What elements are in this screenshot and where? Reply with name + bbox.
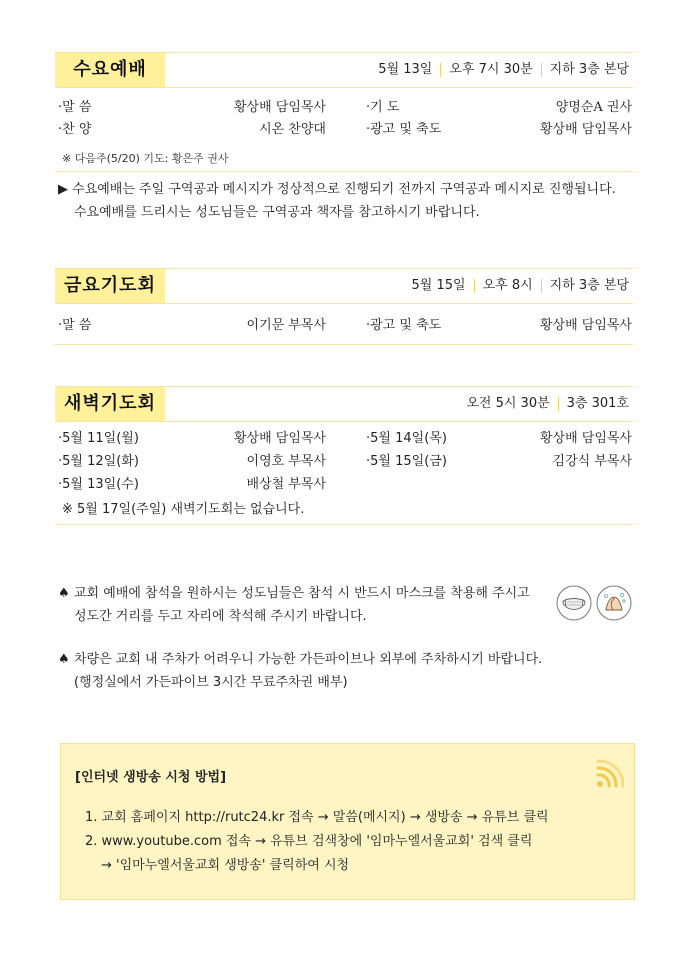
dawn-row-1-right-value: 황상배 담임목사 xyxy=(539,431,632,446)
wednesday-meta xyxy=(378,53,629,87)
wednesday-notice-line-1: ▶ 수요예배는 주일 구역공과 메시지가 정상적으로 진행되기 전까지 구역공과 메시지로 진행됩니다. xyxy=(58,182,616,197)
dawn-title: 새벽기도회 xyxy=(55,387,165,421)
wifi-icon xyxy=(590,758,624,792)
notice-1-symbol: ♠ xyxy=(58,586,70,601)
dawn-row-2-right-value: 김강식 부목사 xyxy=(552,454,632,469)
livestream-box xyxy=(60,743,635,900)
livestream-title: [인터넷 생방송 시청 방법] xyxy=(75,770,227,785)
friday-header xyxy=(55,268,633,304)
dawn-meta xyxy=(466,387,629,421)
wednesday-row-2-right-label: ·광고 및 축도 xyxy=(366,122,442,137)
friday-row-1-left-value: 이기문 부목사 xyxy=(246,318,326,333)
friday-row-1-left-label: ·말 씀 xyxy=(58,318,92,333)
friday-title: 금요기도회 xyxy=(55,269,165,303)
livestream-step-1: 1. 교회 홈페이지 http://rutc24.kr 접속 → 말씀(메시지) → 생방송 → 유튜브 클릭 xyxy=(85,810,549,825)
wednesday-note: ※ 다음주(5/20) 기도: 황은주 권사 xyxy=(62,152,229,165)
dawn-note: ※ 5월 17일(주일) 새벽기도회는 없습니다. xyxy=(62,502,305,517)
dawn-header xyxy=(55,386,633,422)
notice-2-line-2: (행정실에서 가든파이브 3시간 무료주차권 배부) xyxy=(74,675,348,690)
notice-2-line-1: 차량은 교회 내 주차가 어려우니 가능한 가든파이브나 외부에 주차하시기 바랍니다. xyxy=(74,652,543,667)
wednesday-row-1-right-label: ·기 도 xyxy=(366,100,400,115)
friday-row-1-right-value: 황상배 담임목사 xyxy=(539,318,632,333)
friday-time: 오후 8시 xyxy=(482,278,533,293)
divider xyxy=(55,524,633,525)
livestream-step-2: 2. www.youtube.com 접속 → 유튜브 검색창에 '임마누엘서울교회' 검색 클릭 xyxy=(85,834,533,849)
hand-wash-icon xyxy=(596,585,632,621)
dawn-row-2-right-label: ·5월 15일(금) xyxy=(366,454,447,469)
friday-date: 5월 15일 xyxy=(411,278,466,293)
friday-place: 지하 3층 본당 xyxy=(549,278,629,293)
wednesday-row-2-left-label: ·찬 양 xyxy=(58,122,92,137)
wednesday-row-1-right-value: 양명순A 권사 xyxy=(555,100,632,115)
wednesday-title: 수요예배 xyxy=(55,53,165,87)
wednesday-row-2-left-value: 시온 찬양대 xyxy=(259,122,326,137)
dawn-row-2-left-value: 이영호 부목사 xyxy=(246,454,326,469)
wednesday-time: 오후 7시 30분 xyxy=(449,62,533,77)
wednesday-row-1-left-label: ·말 씀 xyxy=(58,100,92,115)
dawn-row-2-left-label: ·5월 12일(화) xyxy=(58,454,139,469)
dawn-row-3-left-label: ·5월 13일(수) xyxy=(58,477,139,492)
notice-2-symbol: ♠ xyxy=(58,652,70,667)
divider xyxy=(55,171,633,172)
wednesday-notice-line-2: 수요예배를 드리시는 성도님들은 구역공과 책자를 참고하시기 바랍니다. xyxy=(74,205,480,220)
dawn-time: 오전 5시 30분 xyxy=(466,396,550,411)
wednesday-row-2-right-value: 황상배 담임목사 xyxy=(539,122,632,137)
wednesday-date: 5월 13일 xyxy=(378,62,433,77)
dawn-row-3-left-value: 배상철 부목사 xyxy=(246,477,326,492)
wednesday-row-1-left-value: 황상배 담임목사 xyxy=(233,100,326,115)
divider xyxy=(55,344,633,345)
dawn-row-1-left-value: 황상배 담임목사 xyxy=(233,431,326,446)
dawn-row-1-right-label: ·5월 14일(목) xyxy=(366,431,447,446)
friday-row-1-right-label: ·광고 및 축도 xyxy=(366,318,442,333)
wednesday-place: 지하 3층 본당 xyxy=(549,62,629,77)
wednesday-header xyxy=(55,52,633,88)
dawn-place: 3층 301호 xyxy=(566,396,629,411)
notice-1-line-1: 교회 예배에 참석을 원하시는 성도님들은 참석 시 반드시 마스크를 착용해 주시고 xyxy=(74,586,530,601)
livestream-step-3: → '임마누엘서울교회 생방송' 클릭하여 시청 xyxy=(101,858,350,873)
mask-icon xyxy=(556,585,592,621)
dawn-row-1-left-label: ·5월 11일(월) xyxy=(58,431,139,446)
notice-1-line-2: 성도간 거리를 두고 자리에 착석해 주시기 바랍니다. xyxy=(74,609,367,624)
friday-meta xyxy=(412,269,629,303)
